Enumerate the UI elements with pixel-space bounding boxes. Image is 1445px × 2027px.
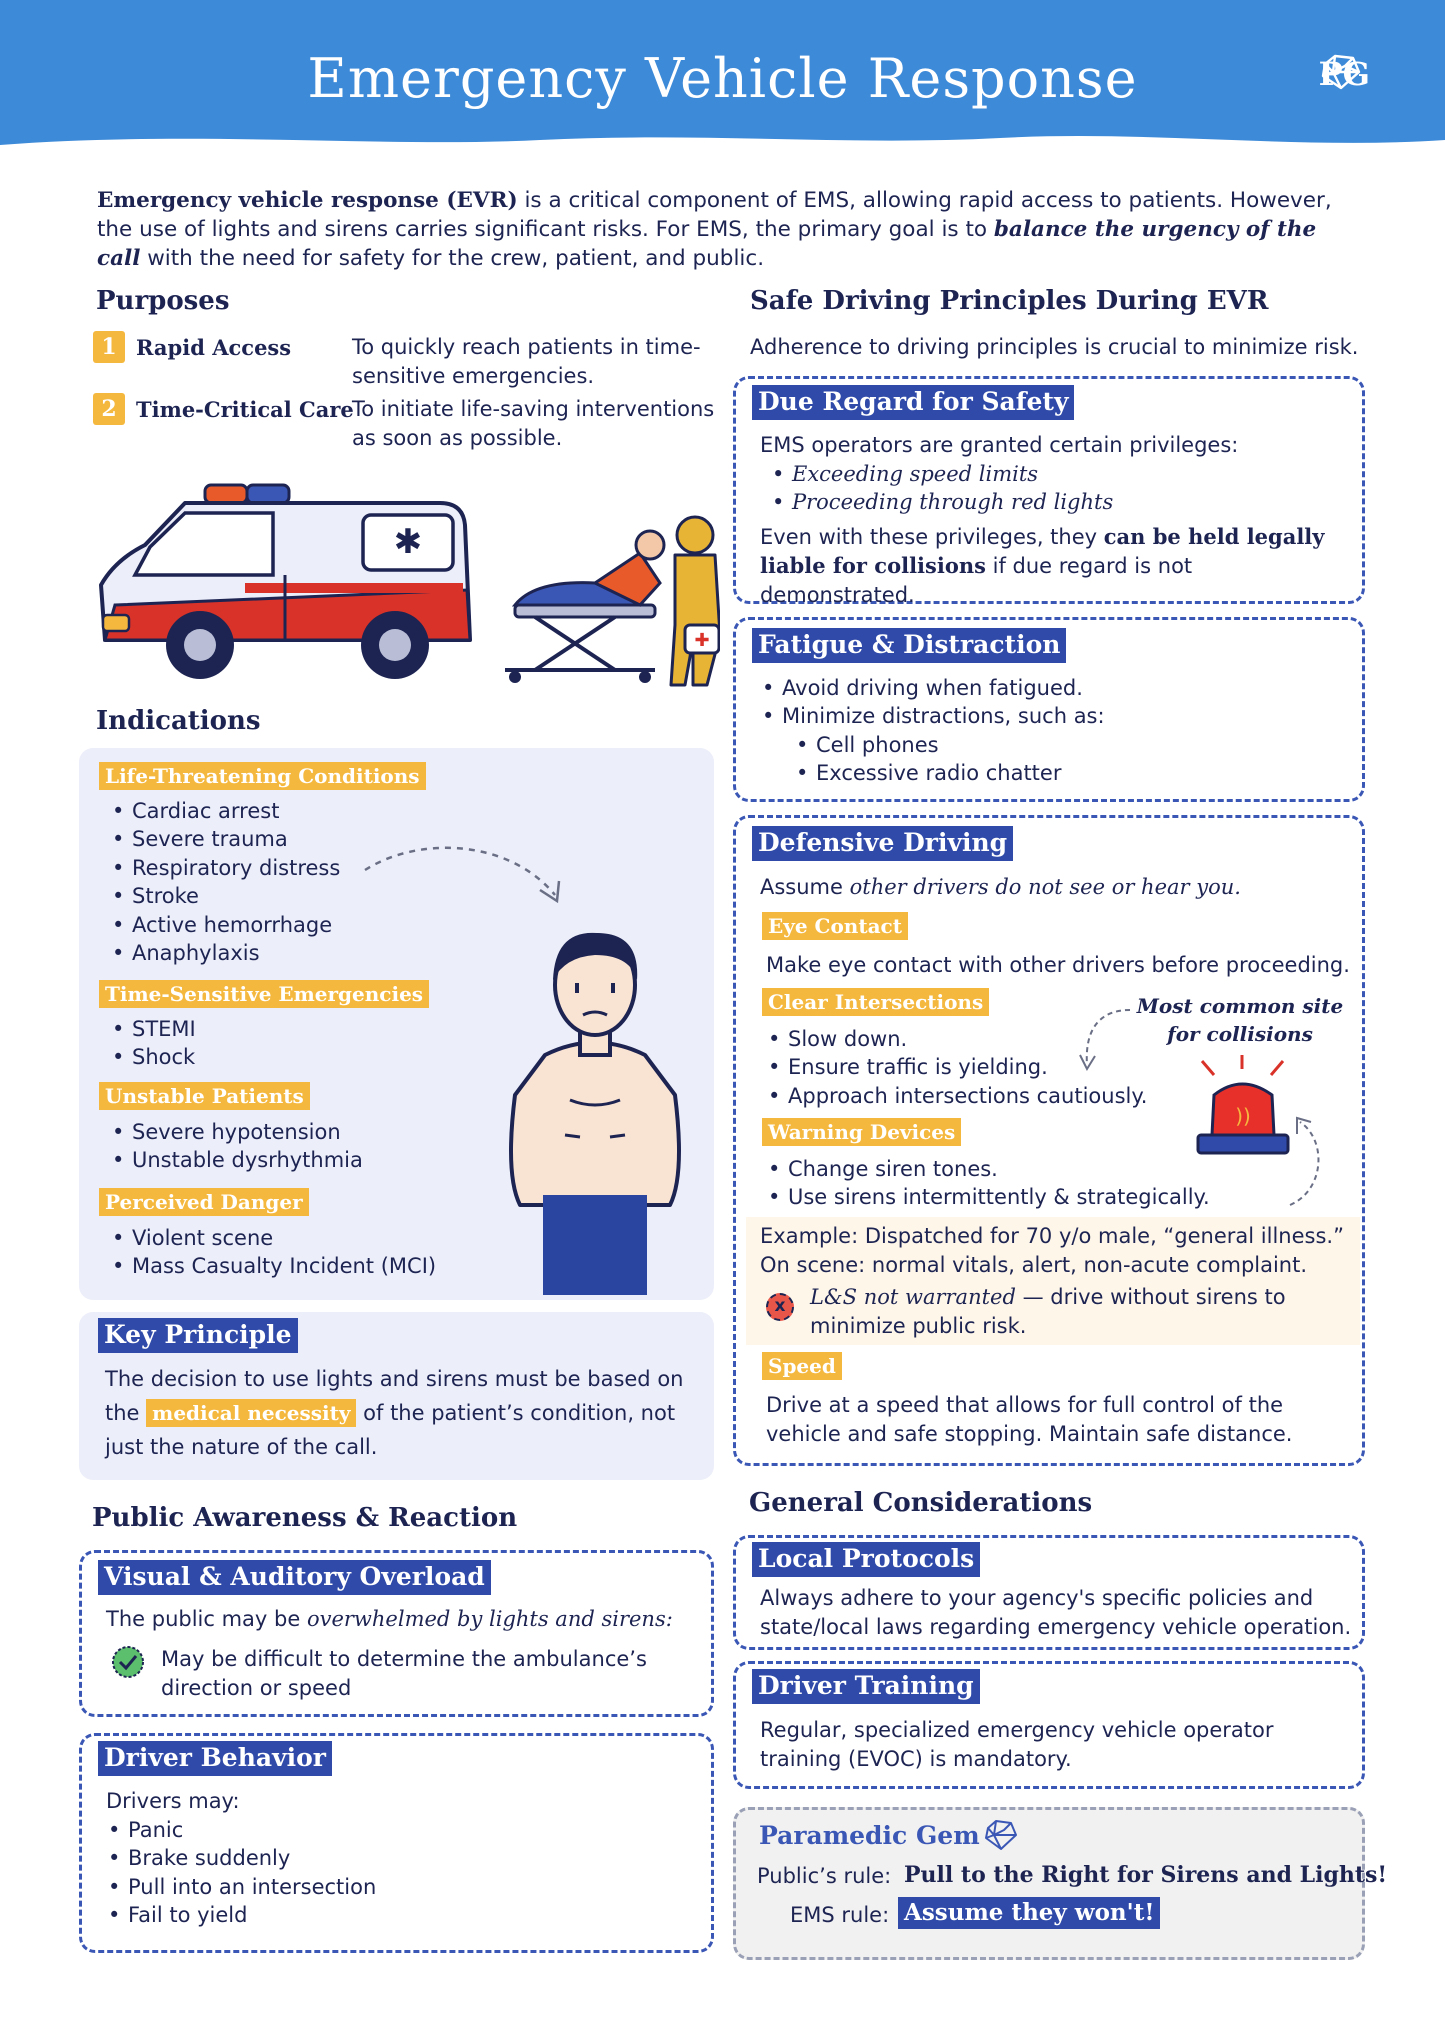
list-item: • Anaphylaxis (110, 939, 340, 967)
indication-list (110, 797, 340, 967)
list-item: • Cardiac arrest (110, 797, 340, 825)
list-item: • Change siren tones. (766, 1155, 1210, 1183)
key-principle-text-1: The decision to use lights and sirens must be based on the (105, 1367, 684, 1425)
list-item: • Approach intersections cautiously. (766, 1082, 1147, 1110)
purposes-heading: Purposes (96, 286, 230, 316)
collision-note: Most common site for collisions (1136, 994, 1344, 1046)
indication-list (110, 1118, 363, 1175)
intro-bold-lead: Emergency vehicle response (EVR) (97, 188, 518, 213)
driver-training-tag: Driver Training (752, 1669, 980, 1704)
driver-behavior-tag: Driver Behavior (98, 1741, 332, 1776)
list-item: • Excessive radio chatter (794, 759, 1061, 787)
local-protocols-tag: Local Protocols (752, 1542, 980, 1577)
purpose-1-number: 1 (93, 331, 125, 363)
defensive-tag: Defensive Driving (752, 826, 1013, 861)
speed-tag: Speed (762, 1352, 842, 1381)
overload-tag: Visual & Auditory Overload (98, 1560, 491, 1595)
due-regard-text (760, 523, 1350, 610)
indication-group-tag: Life-Threatening Conditions (99, 762, 426, 791)
list-item: • Exceeding speed limits (770, 460, 1113, 488)
svg-text:✱: ✱ (393, 522, 423, 562)
example-italic: L&S not warranted (810, 1285, 1016, 1309)
public-rule-text: Pull to the Right for Sirens and Lights! (904, 1862, 1388, 1888)
list-item: • Panic (106, 1816, 376, 1844)
list-item: • Fail to yield (106, 1901, 376, 1929)
driver-training-text: Regular, specialized emergency vehicle operator training (EVOC) is mandatory. (760, 1718, 1274, 1771)
due-regard-list (770, 460, 1113, 517)
ems-rule-tag: Assume they won't! (898, 1897, 1160, 1929)
public-awareness-heading: Public Awareness & Reaction (92, 1503, 518, 1533)
x-mark-icon: x (766, 1293, 794, 1321)
list-item: • Stroke (110, 882, 340, 910)
key-principle-text (105, 1362, 705, 1464)
list-item: • Mass Casualty Incident (MCI) (110, 1252, 436, 1280)
siren-arrow-icon (1275, 1110, 1330, 1210)
list-item: • Pull into an intersection (106, 1873, 376, 1901)
gem-title: Paramedic Gem (759, 1821, 980, 1850)
eye-contact-text: Make eye contact with other drivers before proceeding. (766, 953, 1350, 977)
patient-figure-illustration (485, 925, 705, 1295)
svg-text:✚: ✚ (694, 630, 710, 651)
header-banner (0, 0, 1445, 150)
local-protocols-text: Always adhere to your agency's specific policies and state/local laws regarding emergency vehicle operation. (760, 1586, 1352, 1639)
list-item: • Proceeding through red lights (770, 488, 1113, 516)
due-regard-tag: Due Regard for Safety (752, 385, 1074, 420)
defensive-lead-text: Assume (760, 875, 850, 899)
purpose-1-desc: To quickly reach patients in time-sensitive emergencies. (352, 335, 701, 388)
brand-logo (1319, 52, 1370, 96)
example-rest: — drive without sirens to minimize public risk. (810, 1285, 1286, 1338)
list-item: • Respiratory distress (110, 854, 340, 882)
list-item: • Use sirens intermittently & strategically. (766, 1183, 1210, 1211)
overload-lead (106, 1605, 673, 1634)
logo-text: PG (1318, 55, 1370, 93)
driver-behavior-lead: Drivers may: (106, 1789, 240, 1813)
overload-lead-text: The public may be (106, 1607, 307, 1631)
indication-group-tag: Time-Sensitive Emergencies (99, 980, 429, 1009)
driver-behavior-list (106, 1816, 376, 1930)
intro-paragraph (97, 186, 1347, 274)
list-item: • Ensure traffic is yielding. (766, 1053, 1147, 1081)
intro-text-1: is a critical component of EMS, allowing rapid access to patients. However, the use of lights and sirens carries significant risks. For EMS, the primary goal is to (97, 188, 1332, 243)
list-item: • Minimize distractions, such as: (760, 702, 1105, 730)
indications-heading: Indications (96, 706, 261, 736)
general-heading: General Considerations (749, 1488, 1093, 1518)
key-principle-text-2: of the patient’s condition, not just the nature of the call. (105, 1401, 676, 1459)
indication-list (110, 1015, 196, 1072)
gem-logo-icon (1319, 52, 1363, 92)
defensive-lead (760, 873, 1241, 902)
list-item: • Violent scene (110, 1224, 436, 1252)
purpose-2-name: Time-Critical Care (136, 397, 354, 422)
example-conclusion (810, 1283, 1330, 1341)
svg-text:)): )) (1235, 1104, 1251, 1128)
safe-driving-lead: Adherence to driving principles is crucial to minimize risk. (750, 335, 1359, 359)
list-item: • Cell phones (794, 731, 1061, 759)
intersections-tag: Clear Intersections (762, 988, 989, 1017)
purpose-2-desc: To initiate life-saving interventions as soon as possible. (352, 397, 715, 450)
list-item: • STEMI (110, 1015, 196, 1043)
eye-contact-tag: Eye Contact (762, 912, 908, 941)
overload-check-text: May be difficult to determine the ambulance’s direction or speed (161, 1647, 647, 1700)
list-item: • Active hemorrhage (110, 911, 340, 939)
list-item: • Unstable dysrhythmia (110, 1146, 363, 1174)
due-regard-text-1: Even with these privileges, they (760, 525, 1104, 549)
check-icon (110, 1644, 146, 1680)
indication-group-tag: Unstable Patients (99, 1082, 310, 1111)
intro-italic: balance the urgency of the call (97, 217, 1317, 272)
list-item: • Slow down. (766, 1025, 1147, 1053)
warning-devices-list (766, 1155, 1210, 1212)
example-line-1: Example: Dispatched for 70 y/o male, “general illness.” (760, 1224, 1344, 1248)
due-regard-lead: EMS operators are granted certain privileges: (760, 433, 1239, 457)
speed-text: Drive at a speed that allows for full control of the vehicle and safe stopping. Maintain safe distance. (766, 1393, 1293, 1446)
list-item: • Brake suddenly (106, 1844, 376, 1872)
example-line-2: On scene: normal vitals, alert, non-acute complaint. (760, 1253, 1308, 1277)
purpose-1-name: Rapid Access (136, 335, 292, 360)
ems-rule-label: EMS rule: (790, 1903, 890, 1927)
defensive-italic: other drivers do not see or hear you. (849, 875, 1241, 899)
due-regard-text-2: if due regard is not demonstrated. (760, 553, 1193, 607)
key-principle-tag: Key Principle (98, 1318, 298, 1353)
intro-text-2: with the need for safety for the crew, patient, and public. (140, 246, 765, 272)
note-arrow-icon (1075, 1005, 1135, 1075)
public-rule-label: Public’s rule: (757, 1864, 892, 1888)
key-principle-highlight: medical necessity (146, 1399, 356, 1427)
indication-list (110, 1224, 436, 1281)
fatigue-list (760, 674, 1105, 731)
due-regard-bold: can be held legally liable for collisions (760, 524, 1325, 578)
overload-italic: overwhelmed by lights and sirens: (306, 1607, 673, 1631)
ambulance-illustration (95, 465, 720, 695)
list-item: • Severe trauma (110, 825, 340, 853)
fatigue-tag: Fatigue & Distraction (752, 628, 1066, 663)
purpose-2-number: 2 (93, 393, 125, 425)
safe-driving-heading: Safe Driving Principles During EVR (750, 286, 1269, 316)
dashed-arrow-icon (360, 835, 570, 915)
page-title: Emergency Vehicle Response (307, 47, 1138, 110)
list-item: • Severe hypotension (110, 1118, 363, 1146)
warning-devices-tag: Warning Devices (762, 1118, 961, 1147)
list-item: • Avoid driving when fatigued. (760, 674, 1105, 702)
fatigue-sub-list (794, 731, 1061, 788)
gem-icon (983, 1818, 1019, 1852)
indication-group-tag: Perceived Danger (99, 1188, 309, 1217)
list-item: • Shock (110, 1043, 196, 1071)
